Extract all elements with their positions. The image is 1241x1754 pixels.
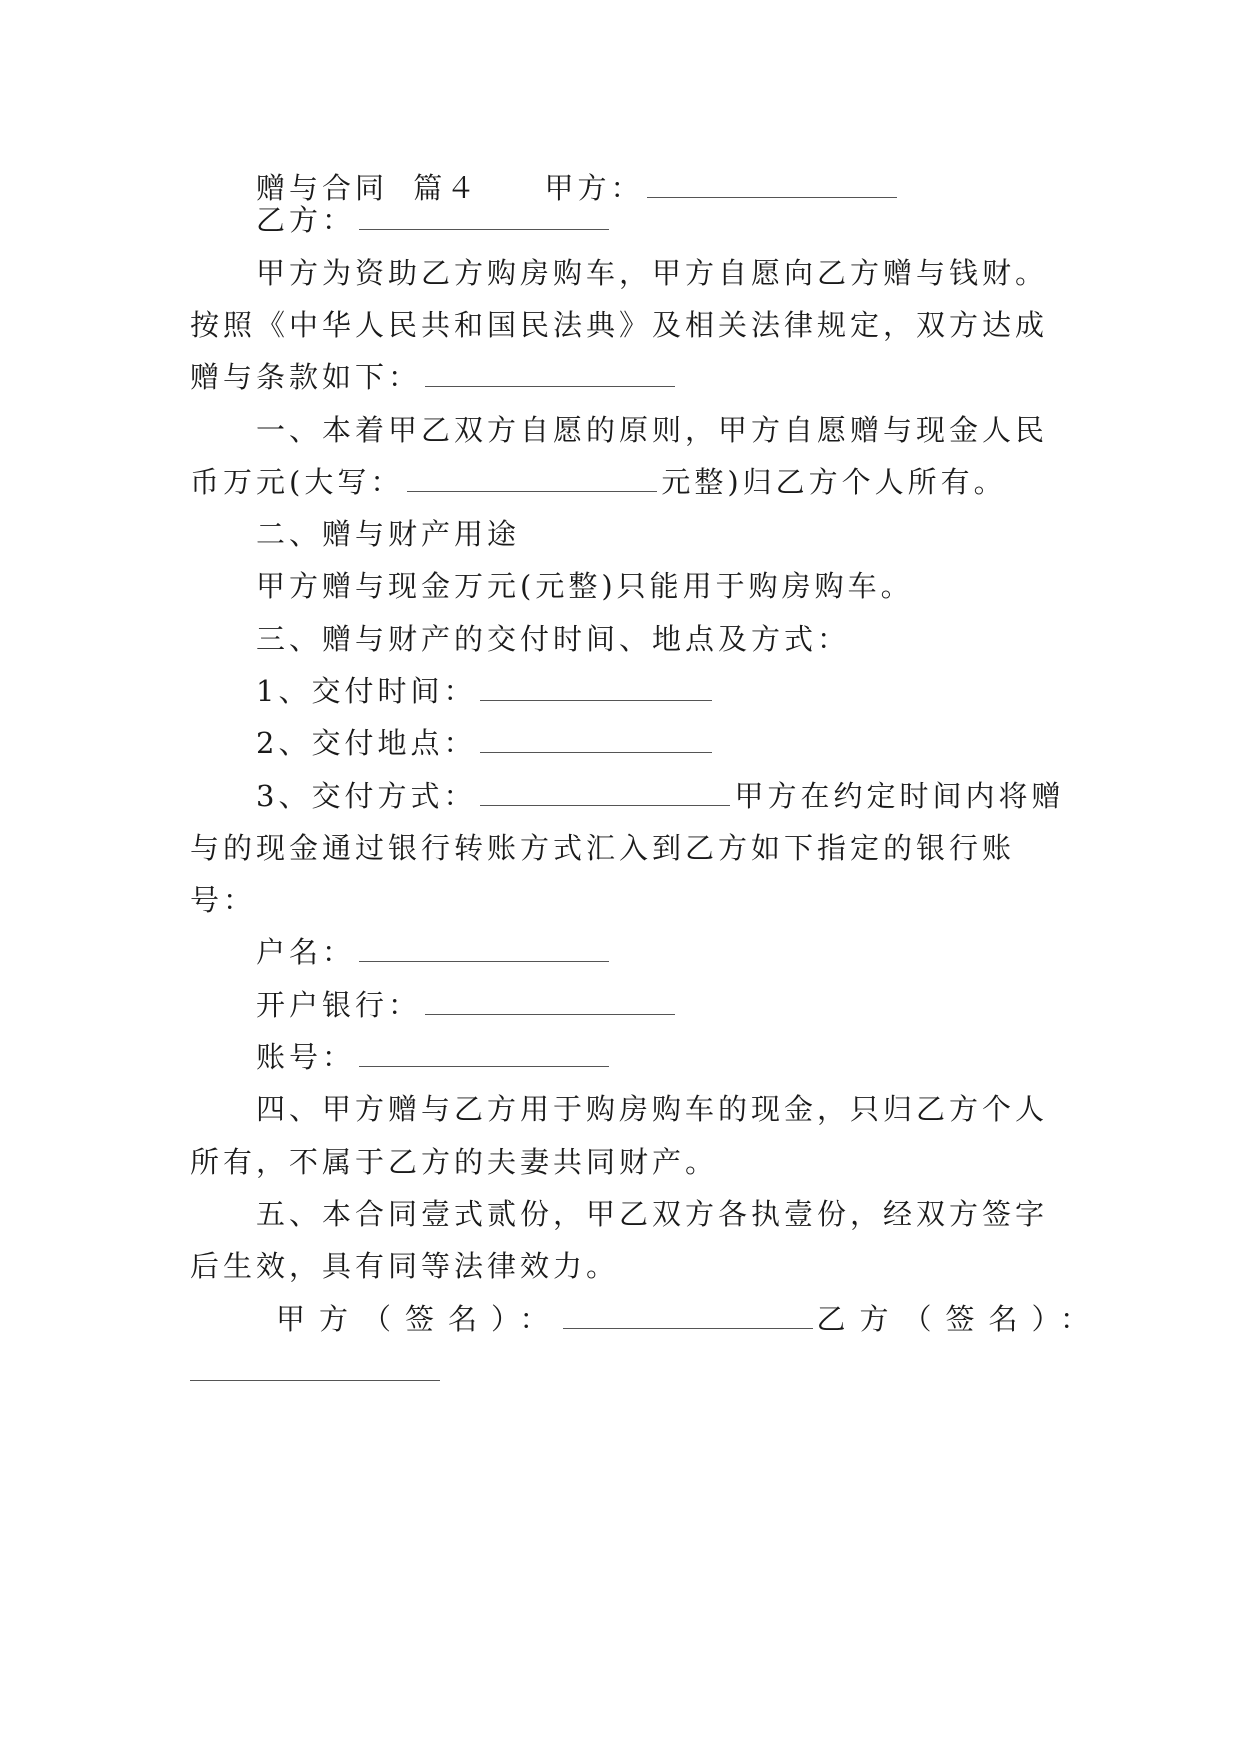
account-number-label: 账号： bbox=[256, 1040, 356, 1074]
clause2-title: 二、赠与财产用途 bbox=[256, 517, 521, 551]
clause1-line-1: 一、本着甲乙双方自愿的原则，甲方自愿赠与现金人民 bbox=[256, 413, 1049, 447]
clause4-line-2: 所有，不属于乙方的夫妻共同财产。 bbox=[190, 1145, 719, 1179]
document-title: 赠与合同 bbox=[256, 171, 389, 205]
clause2-body: 甲方赠与现金万元(元整)只能用于购房购车。 bbox=[256, 569, 914, 603]
delivery-method-suffix: 甲方在约定时间内将赠 bbox=[734, 779, 1065, 813]
party-a-signature-label: 甲方（签名）： bbox=[276, 1302, 563, 1336]
delivery-place-blank bbox=[480, 726, 712, 753]
party-b-label: 乙方： bbox=[256, 203, 356, 237]
bank-line bbox=[256, 985, 1136, 1025]
party-b-blank bbox=[359, 203, 609, 230]
clause1-line-2 bbox=[190, 462, 1070, 502]
account-name-blank bbox=[359, 935, 609, 962]
account-number-line bbox=[256, 1037, 1136, 1077]
party-b-line bbox=[256, 200, 1136, 240]
account-name-line bbox=[256, 932, 1136, 972]
clause5-line-1: 五、本合同壹式贰份，甲乙双方各执壹份，经双方签字 bbox=[256, 1197, 1049, 1231]
bank-blank bbox=[425, 988, 675, 1015]
intro-blank bbox=[425, 360, 675, 387]
delivery-time-label: 1、交付时间： bbox=[256, 674, 477, 708]
intro-line-2: 按照《中华人民共和国民法典》及相关法律规定，双方达成 bbox=[190, 308, 1049, 342]
intro-line-3-text: 赠与条款如下： bbox=[190, 360, 422, 394]
account-number-blank bbox=[359, 1040, 609, 1067]
account-name-label: 户名： bbox=[256, 935, 356, 969]
delivery-method-line-2: 与的现金通过银行转账方式汇入到乙方如下指定的银行账 bbox=[190, 831, 1016, 865]
party-b-signature-label: 乙方（签名）： bbox=[816, 1302, 1104, 1336]
delivery-time-blank bbox=[480, 674, 712, 701]
intro-line-3 bbox=[190, 357, 1070, 397]
delivery-place-label: 2、交付地点： bbox=[256, 726, 477, 760]
delivery-method-label: 3、交付方式： bbox=[256, 779, 477, 813]
delivery-method-blank bbox=[480, 779, 730, 806]
amount-blank bbox=[407, 465, 657, 492]
clause3-title: 三、赠与财产的交付时间、地点及方式： bbox=[256, 622, 851, 656]
clause4-line-1: 四、甲方赠与乙方用于购房购车的现金，只归乙方个人 bbox=[256, 1092, 1049, 1126]
party-a-label: 甲方： bbox=[544, 171, 644, 205]
delivery-time-line bbox=[256, 671, 1136, 711]
delivery-method-line-3: 号： bbox=[190, 883, 257, 917]
signature-line bbox=[276, 1299, 1104, 1339]
intro-line-1: 甲方为资助乙方购房购车，甲方自愿向乙方赠与钱财。 bbox=[256, 256, 1049, 290]
party-a-signature-blank bbox=[563, 1302, 813, 1329]
party-b-signature-blank bbox=[190, 1354, 440, 1381]
party-a-blank bbox=[647, 171, 897, 198]
delivery-place-line bbox=[256, 723, 1136, 763]
clause1-prefix: 币万元(大写： bbox=[190, 465, 404, 499]
clause1-suffix: 元整)归乙方个人所有。 bbox=[661, 465, 1007, 499]
delivery-method-line bbox=[256, 776, 1136, 816]
bank-label: 开户银行： bbox=[256, 988, 422, 1022]
party-b-signature-line bbox=[190, 1351, 1070, 1391]
clause5-line-2: 后生效，具有同等法律效力。 bbox=[190, 1249, 620, 1283]
piece-number: 篇４ bbox=[413, 171, 480, 205]
